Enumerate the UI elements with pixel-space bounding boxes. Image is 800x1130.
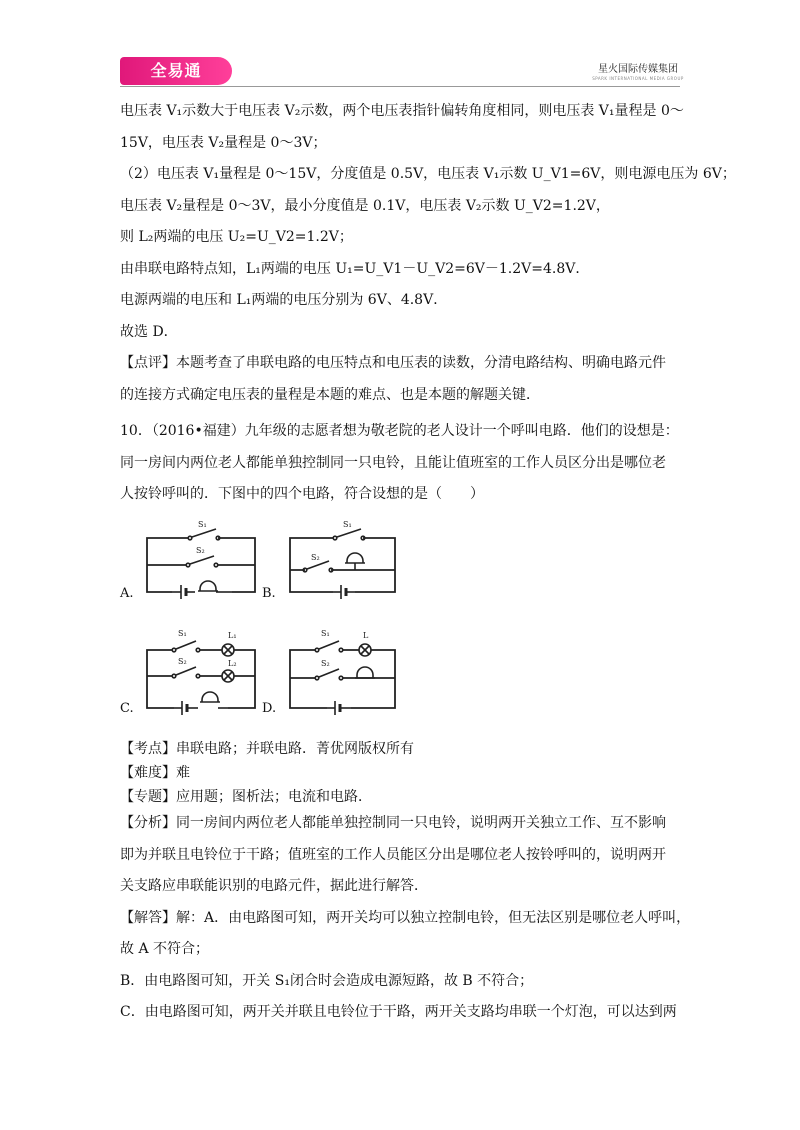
- solution-line: （2）电压表 V₁量程是 0～15V，分度值是 0.5V，电压表 V₁示数 U_V1=6V，则电源电压为 6V；: [120, 166, 736, 182]
- circuit-a-s1-label: S₁: [198, 520, 207, 529]
- option-b-label: B.: [262, 586, 276, 601]
- circuit-c-s2-label: S₂: [178, 657, 187, 666]
- solution-line: 则 L₂两端的电压 U₂=U_V2=1.2V；: [120, 229, 353, 245]
- analysis-line: 关支路应串联能识别的电路元件，据此进行解答．: [120, 878, 428, 894]
- comment-line: 【点评】本题考查了串联电路的电压特点和电压表的读数，分清电路结构、明确电路元件: [120, 355, 666, 371]
- solution-line: 电压表 V₁示数大于电压表 V₂示数，两个电压表指针偏转角度相同，则电压表 V₁量程是 0～: [120, 103, 684, 119]
- analysis-answer: [120, 808, 690, 1029]
- question-10: [120, 416, 690, 511]
- circuit-a-diagram: [140, 510, 265, 605]
- circuit-b-s2-label: S₂: [311, 553, 320, 562]
- solution-line: 电源两端的电压和 L₁两端的电压分别为 6V、4.8V．: [120, 292, 448, 308]
- solution-line: 由串联电路特点知，L₁两端的电压 U₁=U_V1－U_V2=6V－1.2V=4.8V．: [120, 260, 590, 277]
- question-line: 人按铃呼叫的．下图中的四个电路，符合设想的是（ ）: [120, 486, 484, 502]
- header-rule: [120, 86, 680, 87]
- meta-line: 【难度】难: [120, 765, 190, 781]
- analysis-line: 即为并联且电铃位于干路；值班室的工作人员能区分出是哪位老人按铃呼叫的，说明两开: [120, 846, 666, 863]
- solution-line: 故选 D．: [120, 323, 178, 340]
- meta-line: 【专题】应用题；图析法；电流和电路．: [120, 789, 372, 805]
- circuit-a-s2-label: S₂: [196, 546, 205, 555]
- logo: 全易通: [120, 57, 232, 85]
- analysis-meta: [120, 737, 690, 809]
- previous-solution: [120, 96, 736, 411]
- circuit-d-l-label: L: [363, 631, 369, 640]
- analysis-line: 【分析】同一房间内两位老人都能单独控制同一只电铃，说明两开关独立工作、互不影响: [120, 815, 666, 831]
- comment-line: 的连接方式确定电压表的量程是本题的难点、也是本题的解题关键．: [120, 386, 540, 403]
- circuit-c-l1-label: L₁: [228, 631, 237, 640]
- circuit-b-s1-label: S₁: [343, 520, 352, 529]
- circuit-d-diagram: [283, 622, 408, 720]
- solution-line: 电压表 V₂量程是 0～3V，最小分度值是 0.1V，电压表 V₂示数 U_V2=1.2V，: [120, 197, 610, 214]
- brand: [583, 60, 693, 81]
- option-c-label: C.: [120, 701, 134, 716]
- circuit-c-l2-label: L₂: [228, 659, 237, 668]
- question-line: 同一房间内两位老人都能单独控制同一只电铃，且能让值班室的工作人员区分出是哪位老: [120, 454, 666, 471]
- brand-subtitle: SPARK INTERNATIONAL MEDIA GROUP: [592, 76, 684, 81]
- circuit-d-s1-label: S₁: [321, 629, 330, 638]
- question-line: 10．（2016•福建）九年级的志愿者想为敬老院的老人设计一个呼叫电路．他们的设想是：: [120, 423, 679, 439]
- circuit-b-diagram: [283, 510, 408, 605]
- circuit-c-s1-label: S₁: [178, 629, 187, 638]
- circuit-c-diagram: [140, 622, 265, 720]
- circuit-d-s2-label: S₂: [321, 659, 330, 668]
- option-d-label: D.: [262, 701, 277, 716]
- answer-line: 【解答】解：A．由电路图可知，两开关均可以独立控制电铃，但无法区别是哪位老人呼叫，: [120, 909, 691, 926]
- answer-line: C．由电路图可知，两开关并联且电铃位于干路，两开关支路均串联一个灯泡，可以达到两: [120, 1004, 677, 1020]
- page-header: [0, 0, 800, 90]
- brand-name: 星火国际传媒集团: [598, 64, 678, 75]
- solution-line: 15V，电压表 V₂量程是 0～3V；: [120, 134, 327, 151]
- option-a-label: A.: [120, 586, 134, 601]
- meta-line: 【考点】串联电路；并联电路．菁优网版权所有: [120, 741, 414, 757]
- answer-line: 故 A 不符合；: [120, 941, 210, 957]
- answer-line: B．由电路图可知，开关 S₁闭合时会造成电源短路，故 B 不符合；: [120, 972, 534, 989]
